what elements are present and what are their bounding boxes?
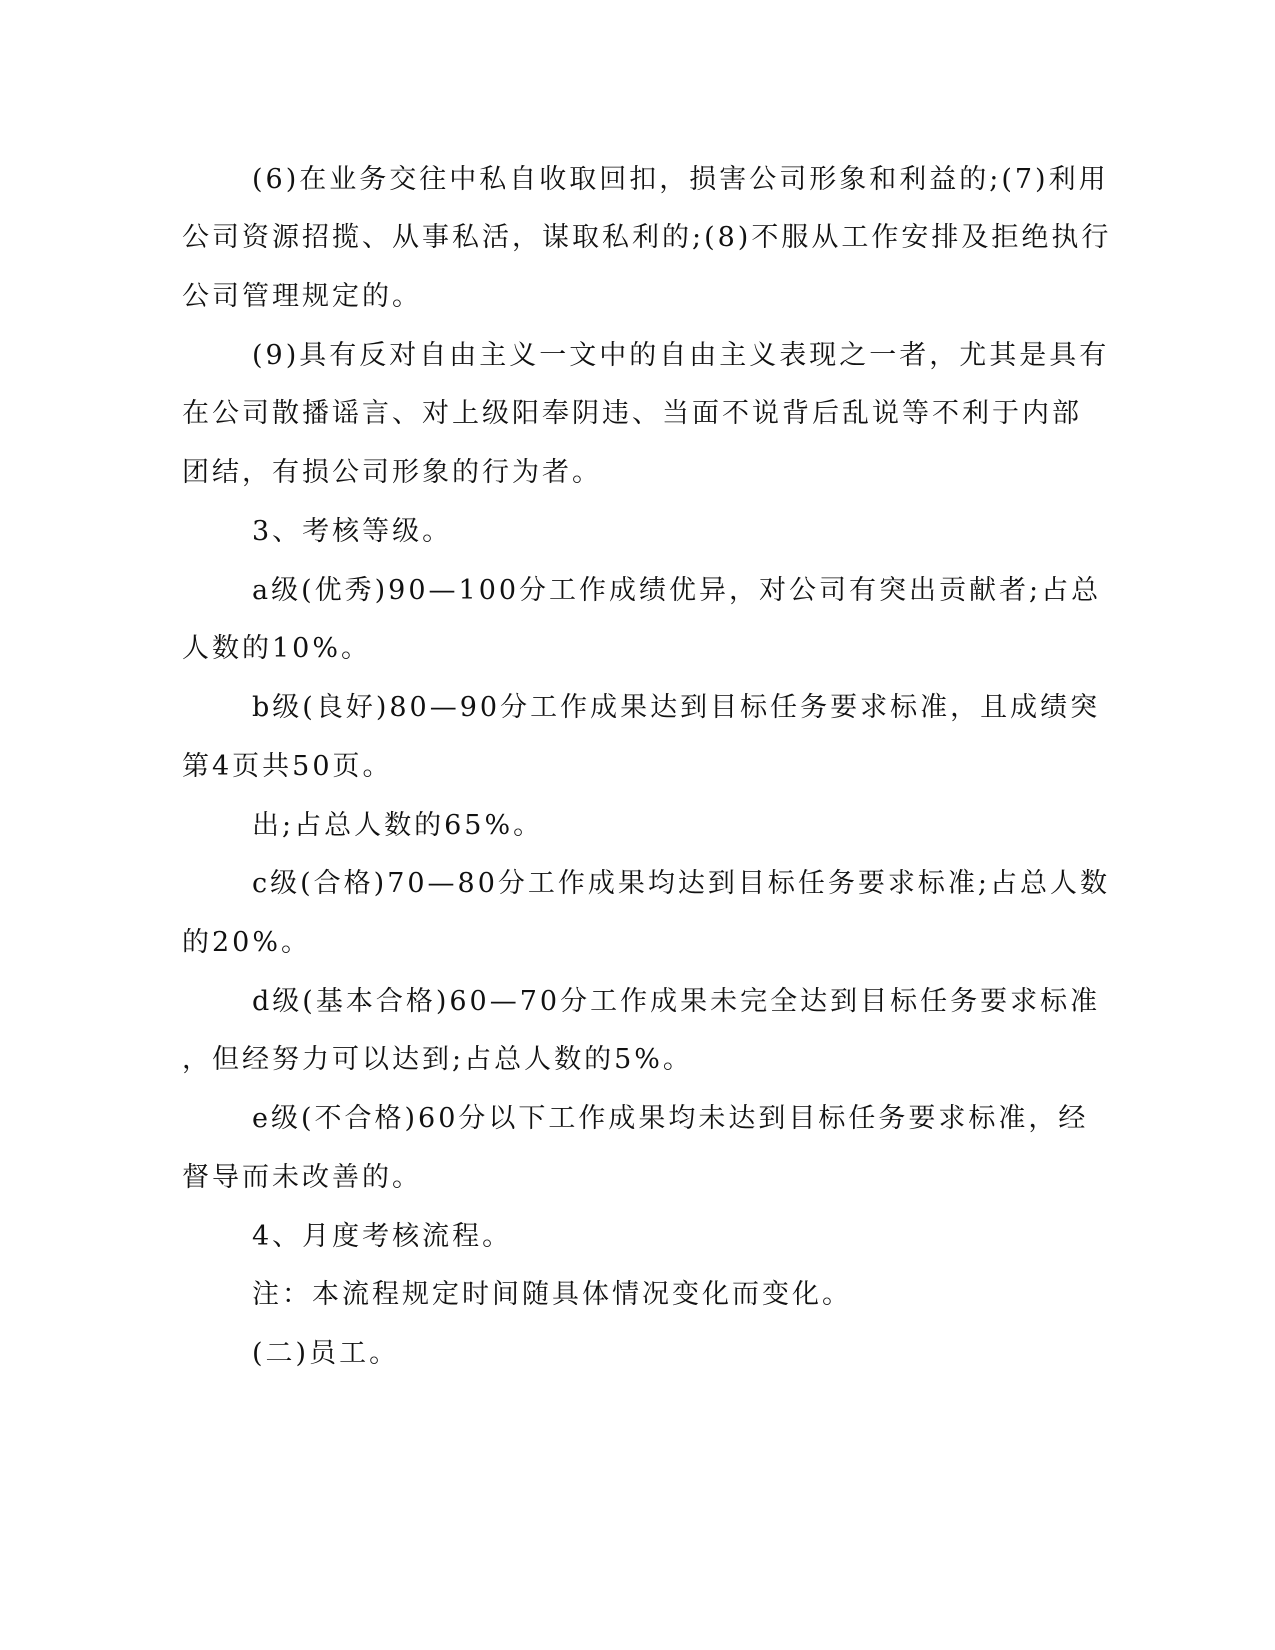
text-line: c级(合格)70—80分工作成果均达到目标任务要求标准;占总人数 <box>252 868 1110 899</box>
text-line: e级(不合格)60分以下工作成果均未达到目标任务要求标准，经 <box>252 1103 1089 1134</box>
text-line: b级(良好)80—90分工作成果达到目标任务要求标准，且成绩突 <box>252 692 1101 723</box>
text-line: (9)具有反对自由主义一文中的自由主义表现之一者，尤其是具有 <box>252 340 1110 371</box>
page-number-text: 第4页共50页。 <box>182 751 393 782</box>
text-line: a级(优秀)90—100分工作成绩优异，对公司有突出贡献者;占总 <box>252 575 1102 606</box>
text-line: ，但经努力可以达到;占总人数的5%。 <box>182 1044 693 1075</box>
text-line: d级(基本合格)60—70分工作成果未完全达到目标任务要求标准 <box>252 986 1101 1017</box>
text-line: 公司管理规定的。 <box>182 281 422 312</box>
text-line: 人数的10%。 <box>182 633 372 664</box>
text-line: (6)在业务交往中私自收取回扣，损害公司形象和利益的;(7)利用 <box>252 164 1109 195</box>
text-line: 团结，有损公司形象的行为者。 <box>182 457 602 488</box>
text-line: 的20%。 <box>182 927 312 958</box>
note-line: 注：本流程规定时间随具体情况变化而变化。 <box>252 1279 852 1310</box>
text-line: 在公司散播谣言、对上级阳奉阴违、当面不说背后乱说等不利于内部 <box>182 398 1082 429</box>
section-heading: (二)员工。 <box>252 1338 400 1369</box>
text-line: 督导而未改善的。 <box>182 1162 422 1193</box>
section-heading: 4、月度考核流程。 <box>252 1221 513 1252</box>
text-line: 出;占总人数的65%。 <box>252 810 544 841</box>
section-heading: 3、考核等级。 <box>252 516 453 547</box>
text-line: 公司资源招揽、从事私活，谋取私利的;(8)不服从工作安排及拒绝执行 <box>182 222 1112 253</box>
